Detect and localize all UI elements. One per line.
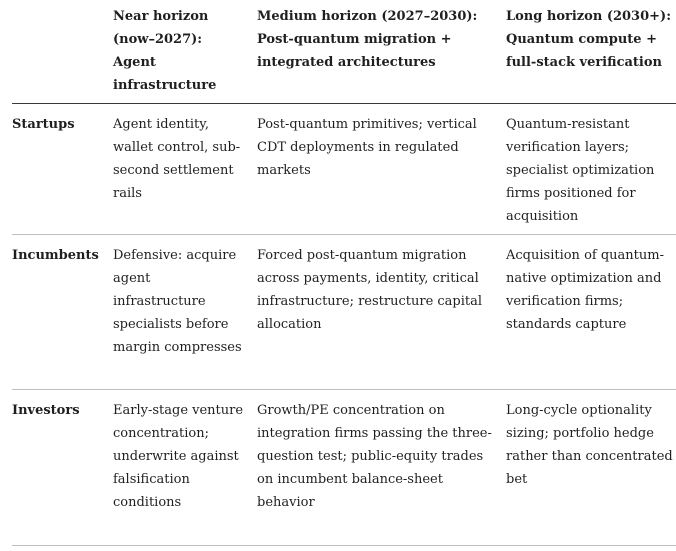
- horizon-strategy-table: [12, 0, 676, 546]
- header-near-horizon: Near horizon (now–2027): Agent infrastructure: [113, 9, 217, 93]
- table-header-row: [12, 0, 676, 104]
- row-label-incumbents: Incumbents: [12, 248, 99, 263]
- startups-medium-cell: Post-quantum primitives; vertical CDT deployments in regulated markets: [257, 117, 477, 178]
- investors-near-cell: Early-stage venture concentration; underwrite against falsification conditions: [113, 403, 244, 510]
- incumbents-long-cell: Acquisition of quantum-native optimization and verification firms; standards capture: [506, 248, 664, 332]
- incumbents-near-cell: Defensive: acquire agent infrastructure specialists before margin compresses: [113, 248, 242, 355]
- row-label-investors: Investors: [12, 403, 80, 418]
- table-row-investors: [12, 390, 676, 546]
- startups-long-cell: Quantum-resistant verification layers; specialist optimization firms positioned for acquisition: [506, 117, 655, 224]
- row-label-startups: Startups: [12, 117, 75, 132]
- incumbents-medium-cell: Forced post-quantum migration across payments, identity, critical infrastructure; restructure capital allocation: [257, 248, 483, 332]
- table-row-startups: [12, 104, 676, 235]
- investors-long-cell: Long-cycle optionality sizing; portfolio hedge rather than concentrated bet: [506, 403, 673, 487]
- header-long-horizon: Long horizon (2030+): Quantum compute + full-stack verification: [506, 9, 671, 70]
- header-medium-horizon: Medium horizon (2027–2030): Post-quantum migration + integrated architectures: [257, 9, 478, 70]
- table-row-incumbents: [12, 235, 676, 390]
- investors-medium-cell: Growth/PE concentration on integration firms passing the three-question test; public-equity trades on incumbent balance-sheet behavior: [257, 403, 492, 510]
- startups-near-cell: Agent identity, wallet control, sub-second settlement rails: [113, 117, 241, 201]
